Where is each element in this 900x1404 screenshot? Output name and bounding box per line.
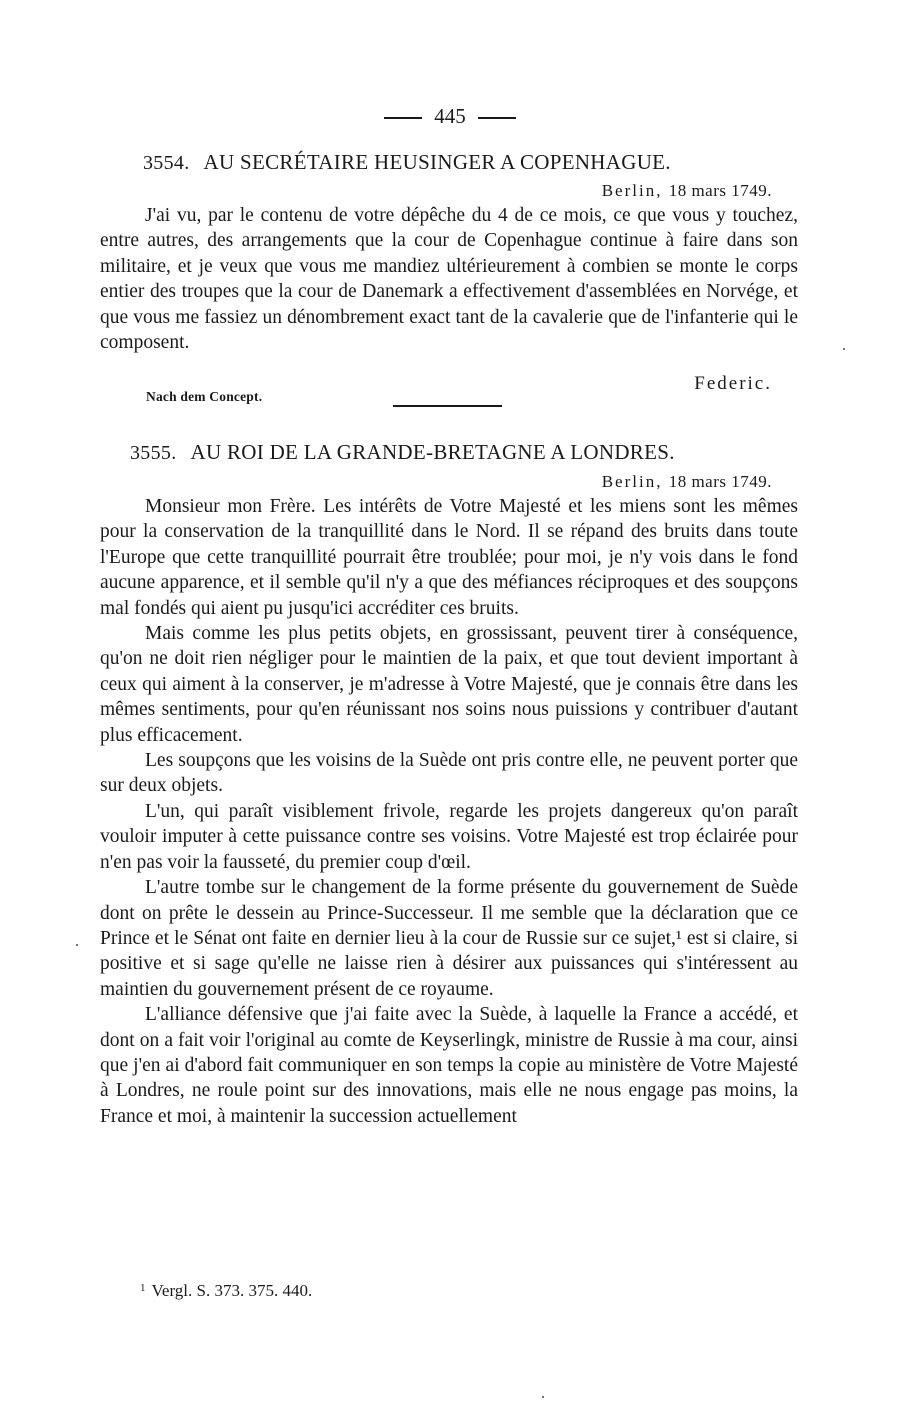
paragraph: L'alliance défensive que j'ai faite avec la Suède, à laquelle la France a accédé, et dont on a fait voir l'original au comte de Keyserlingk, ministre de Russie à ma cour, ainsi que j'en ai d'abord fait communiquer en son temps la copie au ministère de Votre Majesté à Londres, ne roule point sur des innovations, mais elle ne nous engage pas moins, la France et moi, à maintenir la succession actuellement (100, 1004, 798, 1127)
date-rest: 18 mars 1749. (668, 472, 772, 491)
date-city: Berlin, (601, 181, 663, 200)
signature: Federic. (694, 373, 772, 394)
letter-title: AU SECRÉTAIRE HEUSINGER A COPENHAGUE. (203, 150, 671, 174)
dateline-3555 (602, 472, 772, 492)
scan-speck (76, 944, 78, 946)
paragraph: Les soupçons que les voisins de la Suède ont pris contre elle, ne peuvent porter que sur deux objets. (100, 750, 798, 797)
header-dash-left (384, 117, 422, 119)
header-dash-right (478, 117, 516, 119)
footnote-text: Vergl. S. 373. 375. 440. (151, 1281, 313, 1300)
letter-heading-3554 (143, 150, 671, 175)
dateline-3554 (602, 181, 772, 201)
letter-number: 3555. (130, 442, 177, 464)
letter-number: 3554. (143, 152, 190, 174)
letter-body-3555 (100, 494, 798, 1129)
scan-speck (843, 348, 845, 350)
letter-heading-3555 (130, 440, 675, 465)
footnote-mark: 1 (140, 1282, 146, 1294)
paragraph: L'autre tombe sur le changement de la forme présente du gouvernement de Suède dont on prête le dessein au Prince-Successeur. Il me semble que la déclaration que ce Prince et le Sénat ont faite en dernier lieu à la cour de Russie sur ce sujet,¹ est si claire, si positive et si sage qu'elle ne laisse rien à désirer aux puissances qui s'intéressent au maintien du gouvernement présent de ce royaume. (100, 877, 798, 1000)
letter-body-3554 (100, 203, 798, 355)
separator-rule (393, 405, 502, 407)
scan-speck (542, 1396, 544, 1398)
paragraph: Mais comme les plus petits objets, en grossissant, peuvent tirer à conséquence, qu'on ne doit rien négliger pour le maintien de la paix, et que tout devient important à ceux qui aiment à la conserver, je m'adresse à Votre Majesté, que je connais être dans les mêmes sentiments, pour qu'en réunissant nos soins nous puissions y contribuer d'autant plus efficacement. (100, 623, 798, 746)
date-rest: 18 mars 1749. (668, 181, 772, 200)
paragraph: J'ai vu, par le contenu de votre dépêche du 4 de ce mois, ce que vous y touchez, entre autres, des arrangements que la cour de Copenhague continue à faire dans son militaire, et je veux que vous me mandiez ultérieurement à combien se monte le corps entier des troupes que la cour de Danemark a effectivement d'assemblées en Norvége, et que vous me fassiez un dénombrement exact tant de la cavalerie que de l'infanterie qui le composent. (100, 205, 798, 354)
date-city: Berlin, (601, 472, 663, 491)
letter-title: AU ROI DE LA GRANDE-BRETAGNE A LONDRES. (190, 440, 675, 464)
source-note: Nach dem Concept. (146, 389, 263, 404)
page-header (0, 104, 900, 129)
page-number: 445 (434, 104, 466, 128)
paragraph: L'un, qui paraît visiblement frivole, regarde les projets dangereux qu'on paraît vouloir imputer à cette puissance contre ses voisins. Votre Majesté est trop éclairée pour n'en pas voir la fausseté, du premier coup d'œil. (100, 800, 798, 873)
footnote (140, 1281, 312, 1301)
paragraph: Monsieur mon Frère. Les intérêts de Votre Majesté et les miens sont les mêmes pour la conservation de la tranquillité dans le Nord. Il se répand des bruits dans toute l'Europe que cette tranquillité pourrait être troublée; pour moi, je n'y vois dans le fond aucune apparence, et il semble qu'il n'y a que des méfiances réciproques et des soupçons mal fondés qui aient pu jusqu'ici accréditer ces bruits. (100, 496, 798, 619)
